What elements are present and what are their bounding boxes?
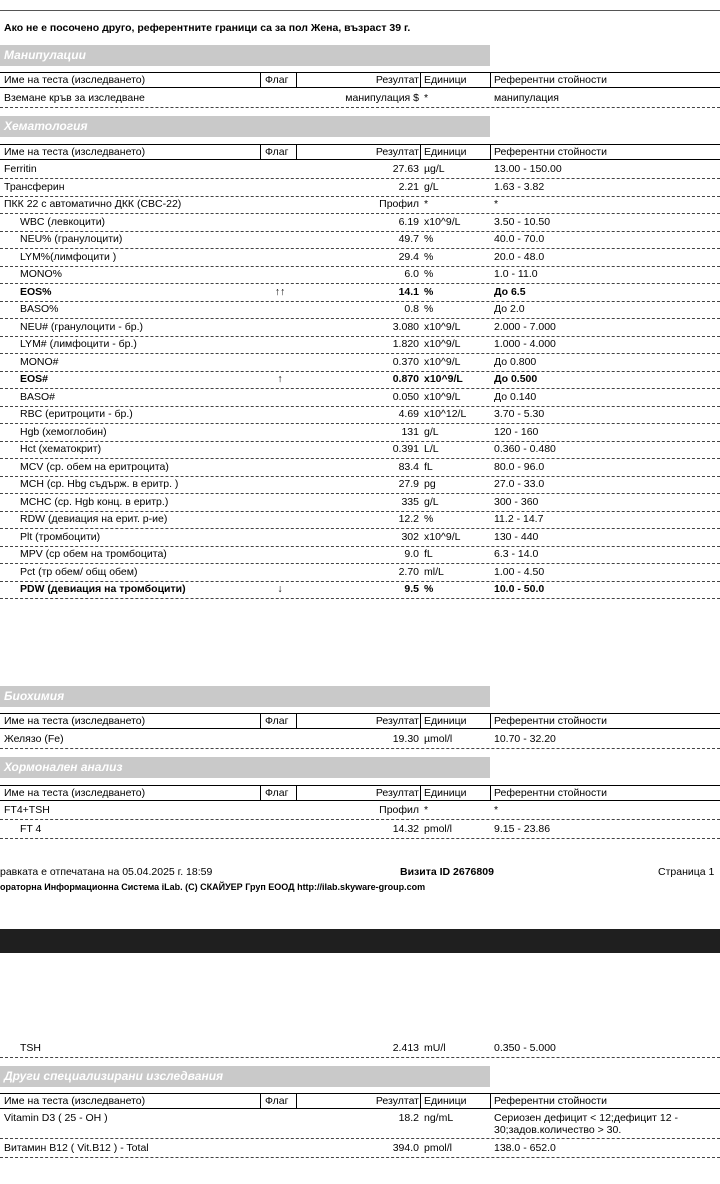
table-row [0, 406, 720, 424]
header-flag: Флаг [265, 74, 289, 86]
table-header [0, 72, 720, 88]
result-value: 6.0 [404, 268, 419, 280]
table-row: FT4+TSH Профил * * [0, 802, 720, 820]
unit: x10^9/L [424, 338, 461, 350]
test-name: Hct (хематокрит) [20, 443, 102, 455]
table-row [0, 546, 720, 564]
result-value: Профил [379, 198, 419, 210]
unit: % [424, 250, 434, 263]
reference-range: 10.0 - 50.0 [494, 583, 545, 595]
table-row [0, 459, 720, 477]
reference-range: 1.63 - 3.82 [494, 180, 545, 193]
table-row [0, 424, 720, 442]
unit: µg/L [424, 163, 445, 175]
table-row [0, 249, 720, 267]
test-name: MCH (ср. Hbg съдърж. в еритр. ) [20, 478, 179, 490]
test-name: BASO# [20, 390, 56, 403]
result-value: 0.870 [392, 373, 419, 385]
result-value: 9.0 [404, 548, 419, 560]
result-value: 0.370 [392, 355, 419, 368]
page-break-bar [0, 929, 720, 953]
test-name: RBC (еритроцити - бр.) [20, 408, 133, 420]
test-name: LYM%(лимфоцити ) [20, 250, 117, 263]
unit: % [424, 583, 434, 595]
table-row: FT 4 14.32 pmol/l 9.15 - 23.86 [0, 821, 720, 839]
result-value: 83.4 [398, 460, 419, 473]
result-value: 6.19 [398, 215, 419, 228]
reference-note: Ако не е посочено друго, референтните граници са за пол Жена, възраст 39 г. [4, 22, 411, 34]
section-other-specialized: Други специализирани изследвания [0, 1066, 490, 1087]
test-name: MCHC (ср. Hgb конц. в еритр.) [20, 495, 169, 508]
test-name: NEU% (гранулоцити) [20, 233, 123, 245]
table-row [0, 371, 720, 389]
table-row [0, 214, 720, 232]
unit: x10^9/L [424, 355, 461, 368]
test-name: Трансферин [4, 180, 65, 193]
test-name: EOS% [20, 285, 52, 298]
section-hematology: Хематология [0, 116, 490, 137]
unit: g/L [424, 425, 439, 438]
result-value: 12.2 [398, 513, 419, 525]
table-row: TSH 2.413 mU/l 0.350 - 5.000 [0, 1040, 720, 1058]
test-name: RDW (девиация на ерит. р-ие) [20, 513, 168, 525]
unit: % [424, 513, 434, 525]
table-row [0, 179, 720, 197]
table-row [0, 161, 720, 179]
reference-range: 1.00 - 4.50 [494, 565, 545, 578]
reference-range: До 0.500 [494, 373, 538, 385]
reference-range: 120 - 160 [494, 425, 539, 438]
unit: * [424, 198, 429, 210]
table-row [0, 511, 720, 529]
section-manipulations: Манипулации [0, 45, 490, 66]
test-name: BASO% [20, 303, 59, 315]
table-row [0, 319, 720, 337]
test-name: PDW (девиация на тромбоцити) [20, 583, 186, 595]
table-row [0, 581, 720, 599]
result-value: 0.050 [392, 390, 419, 403]
result-value: 131 [401, 425, 419, 438]
result-value: 2.21 [398, 180, 419, 193]
unit: fL [424, 548, 433, 560]
table-row [0, 284, 720, 302]
table-header: Име на теста (изследването) Флаг Резултат Единици Референтни стойности [0, 713, 720, 729]
system-credit: ораторна Информационна Система iLab. (C) СКАЙУЕР Груп ЕООД http://ilab.skyware-group.com [0, 882, 426, 892]
header-ref: Референтни стойности [494, 74, 607, 86]
table-row [0, 231, 720, 249]
reference-range: 0.360 - 0.480 [494, 443, 556, 455]
unit: x10^9/L [424, 373, 463, 385]
reference-range: 13.00 - 150.00 [494, 163, 562, 175]
reference-range: 3.50 - 10.50 [494, 215, 551, 228]
unit: x10^9/L [424, 390, 461, 403]
reference-range: 300 - 360 [494, 495, 539, 508]
unit: % [424, 303, 434, 315]
test-name: WBC (левкоцити) [20, 215, 106, 228]
unit: fL [424, 460, 433, 473]
print-date: равката е отпечатана на 05.04.2025 г. 18:59 [0, 866, 213, 878]
unit: g/L [424, 495, 439, 508]
unit: % [424, 285, 434, 298]
table-row: Витамин B12 ( Vit.B12 ) - Total 394.0 pmol/l 138.0 - 652.0 [0, 1140, 720, 1158]
table-row [0, 266, 720, 284]
result-value: 49.7 [398, 233, 419, 245]
result-value: 302 [401, 530, 419, 543]
result-value: 14.1 [398, 285, 419, 298]
flag-indicator: ↓ [277, 583, 283, 595]
unit: x10^9/L [424, 320, 461, 333]
test-name: MPV (ср обем на тромбоцита) [20, 548, 167, 560]
reference-range: 130 - 440 [494, 530, 539, 543]
test-name: LYM# (лимфоцити - бр.) [20, 338, 137, 350]
table-row: Vitamin D3 ( 25 - OH ) 18.2 ng/mL Сериозен дефицит < 12;дефицит 12 - 30;задов.количество > 30. [0, 1110, 720, 1139]
table-row [0, 196, 720, 214]
result-value: 27.63 [392, 163, 419, 175]
table-row [0, 354, 720, 372]
test-name: EOS# [20, 373, 49, 385]
table-row [0, 441, 720, 459]
unit: x10^9/L [424, 215, 461, 228]
test-name: MONO# [20, 355, 59, 368]
table-row [0, 336, 720, 354]
unit: pg [424, 478, 436, 490]
result-value: 335 [401, 495, 419, 508]
table-row [0, 564, 720, 582]
unit: g/L [424, 180, 439, 193]
section-hormones: Хормонален анализ [0, 757, 490, 778]
header-result: Резултат [375, 74, 419, 86]
result-value: 4.69 [398, 408, 419, 420]
header-units: Единици [424, 74, 467, 86]
reference-range: До 2.0 [494, 303, 525, 315]
test-name: NEU# (гранулоцити - бр.) [20, 320, 143, 333]
reference-range: 2.000 - 7.000 [494, 320, 556, 333]
flag-indicator: ↑ [277, 373, 283, 385]
flag-indicator: ↑↑ [274, 285, 286, 298]
result-value: 0.391 [392, 443, 419, 455]
result-value: 0.8 [404, 303, 419, 315]
table-row [0, 529, 720, 547]
table-row [0, 476, 720, 494]
reference-range: 3.70 - 5.30 [494, 408, 545, 420]
reference-range: 1.0 - 11.0 [494, 268, 538, 280]
table-header: Име на теста (изследването) Флаг Резултат Единици Референтни стойности [0, 1093, 720, 1109]
unit: % [424, 268, 434, 280]
reference-range: 27.0 - 33.0 [494, 478, 545, 490]
reference-range: 11.2 - 14.7 [494, 513, 544, 525]
reference-range: До 0.140 [494, 390, 537, 403]
reference-range: 80.0 - 96.0 [494, 460, 545, 473]
unit: x10^12/L [424, 408, 467, 420]
reference-range: 40.0 - 70.0 [494, 233, 545, 245]
table-row [0, 301, 720, 319]
header-name: Име на теста (изследването) [4, 74, 146, 86]
reference-range: * [494, 198, 499, 210]
test-name: Pct (тр обем/ общ обем) [20, 565, 138, 578]
test-name: Plt (тромбоцити) [20, 530, 101, 543]
table-header: Име на теста (изследването) Флаг Резултат Единици Референтни стойности [0, 785, 720, 801]
table-row: Желязо (Fe) 19.30 µmol/l 10.70 - 32.20 [0, 731, 720, 749]
test-name: Ferritin [4, 163, 37, 175]
reference-range: До 0.800 [494, 355, 537, 368]
test-name: MCV (ср. обем на еритроцита) [20, 460, 169, 473]
unit: ml/L [424, 565, 444, 578]
table-row [0, 494, 720, 512]
top-divider [0, 10, 720, 11]
result-value: 9.5 [404, 583, 419, 595]
table-row [0, 389, 720, 407]
section-biochemistry: Биохимия [0, 686, 490, 707]
result-value: 27.9 [398, 478, 419, 490]
unit: % [424, 233, 434, 245]
unit: x10^9/L [424, 530, 461, 543]
visit-id: Визита ID 2676809 [400, 866, 494, 878]
result-value: 29.4 [398, 250, 419, 263]
table-row: Вземане кръв за изследване манипулация $ * манипулация [0, 90, 720, 108]
reference-range: До 6.5 [494, 285, 526, 298]
result-value: 2.70 [398, 565, 419, 578]
test-name: MONO% [20, 268, 62, 280]
test-name: ПКК 22 с автоматично ДКК (CBC-22) [4, 198, 182, 210]
unit: L/L [424, 443, 439, 455]
result-value: 3.080 [392, 320, 419, 333]
table-header: Име на теста (изследването) Флаг Резултат Единици Референтни стойности [0, 144, 720, 160]
reference-range: 1.000 - 4.000 [494, 338, 556, 350]
page-number: Страница 1 [658, 866, 715, 878]
test-name: Hgb (хемоглобин) [20, 425, 107, 438]
reference-range: 6.3 - 14.0 [494, 548, 539, 560]
reference-range: 20.0 - 48.0 [494, 250, 545, 263]
result-value: 1.820 [392, 338, 419, 350]
